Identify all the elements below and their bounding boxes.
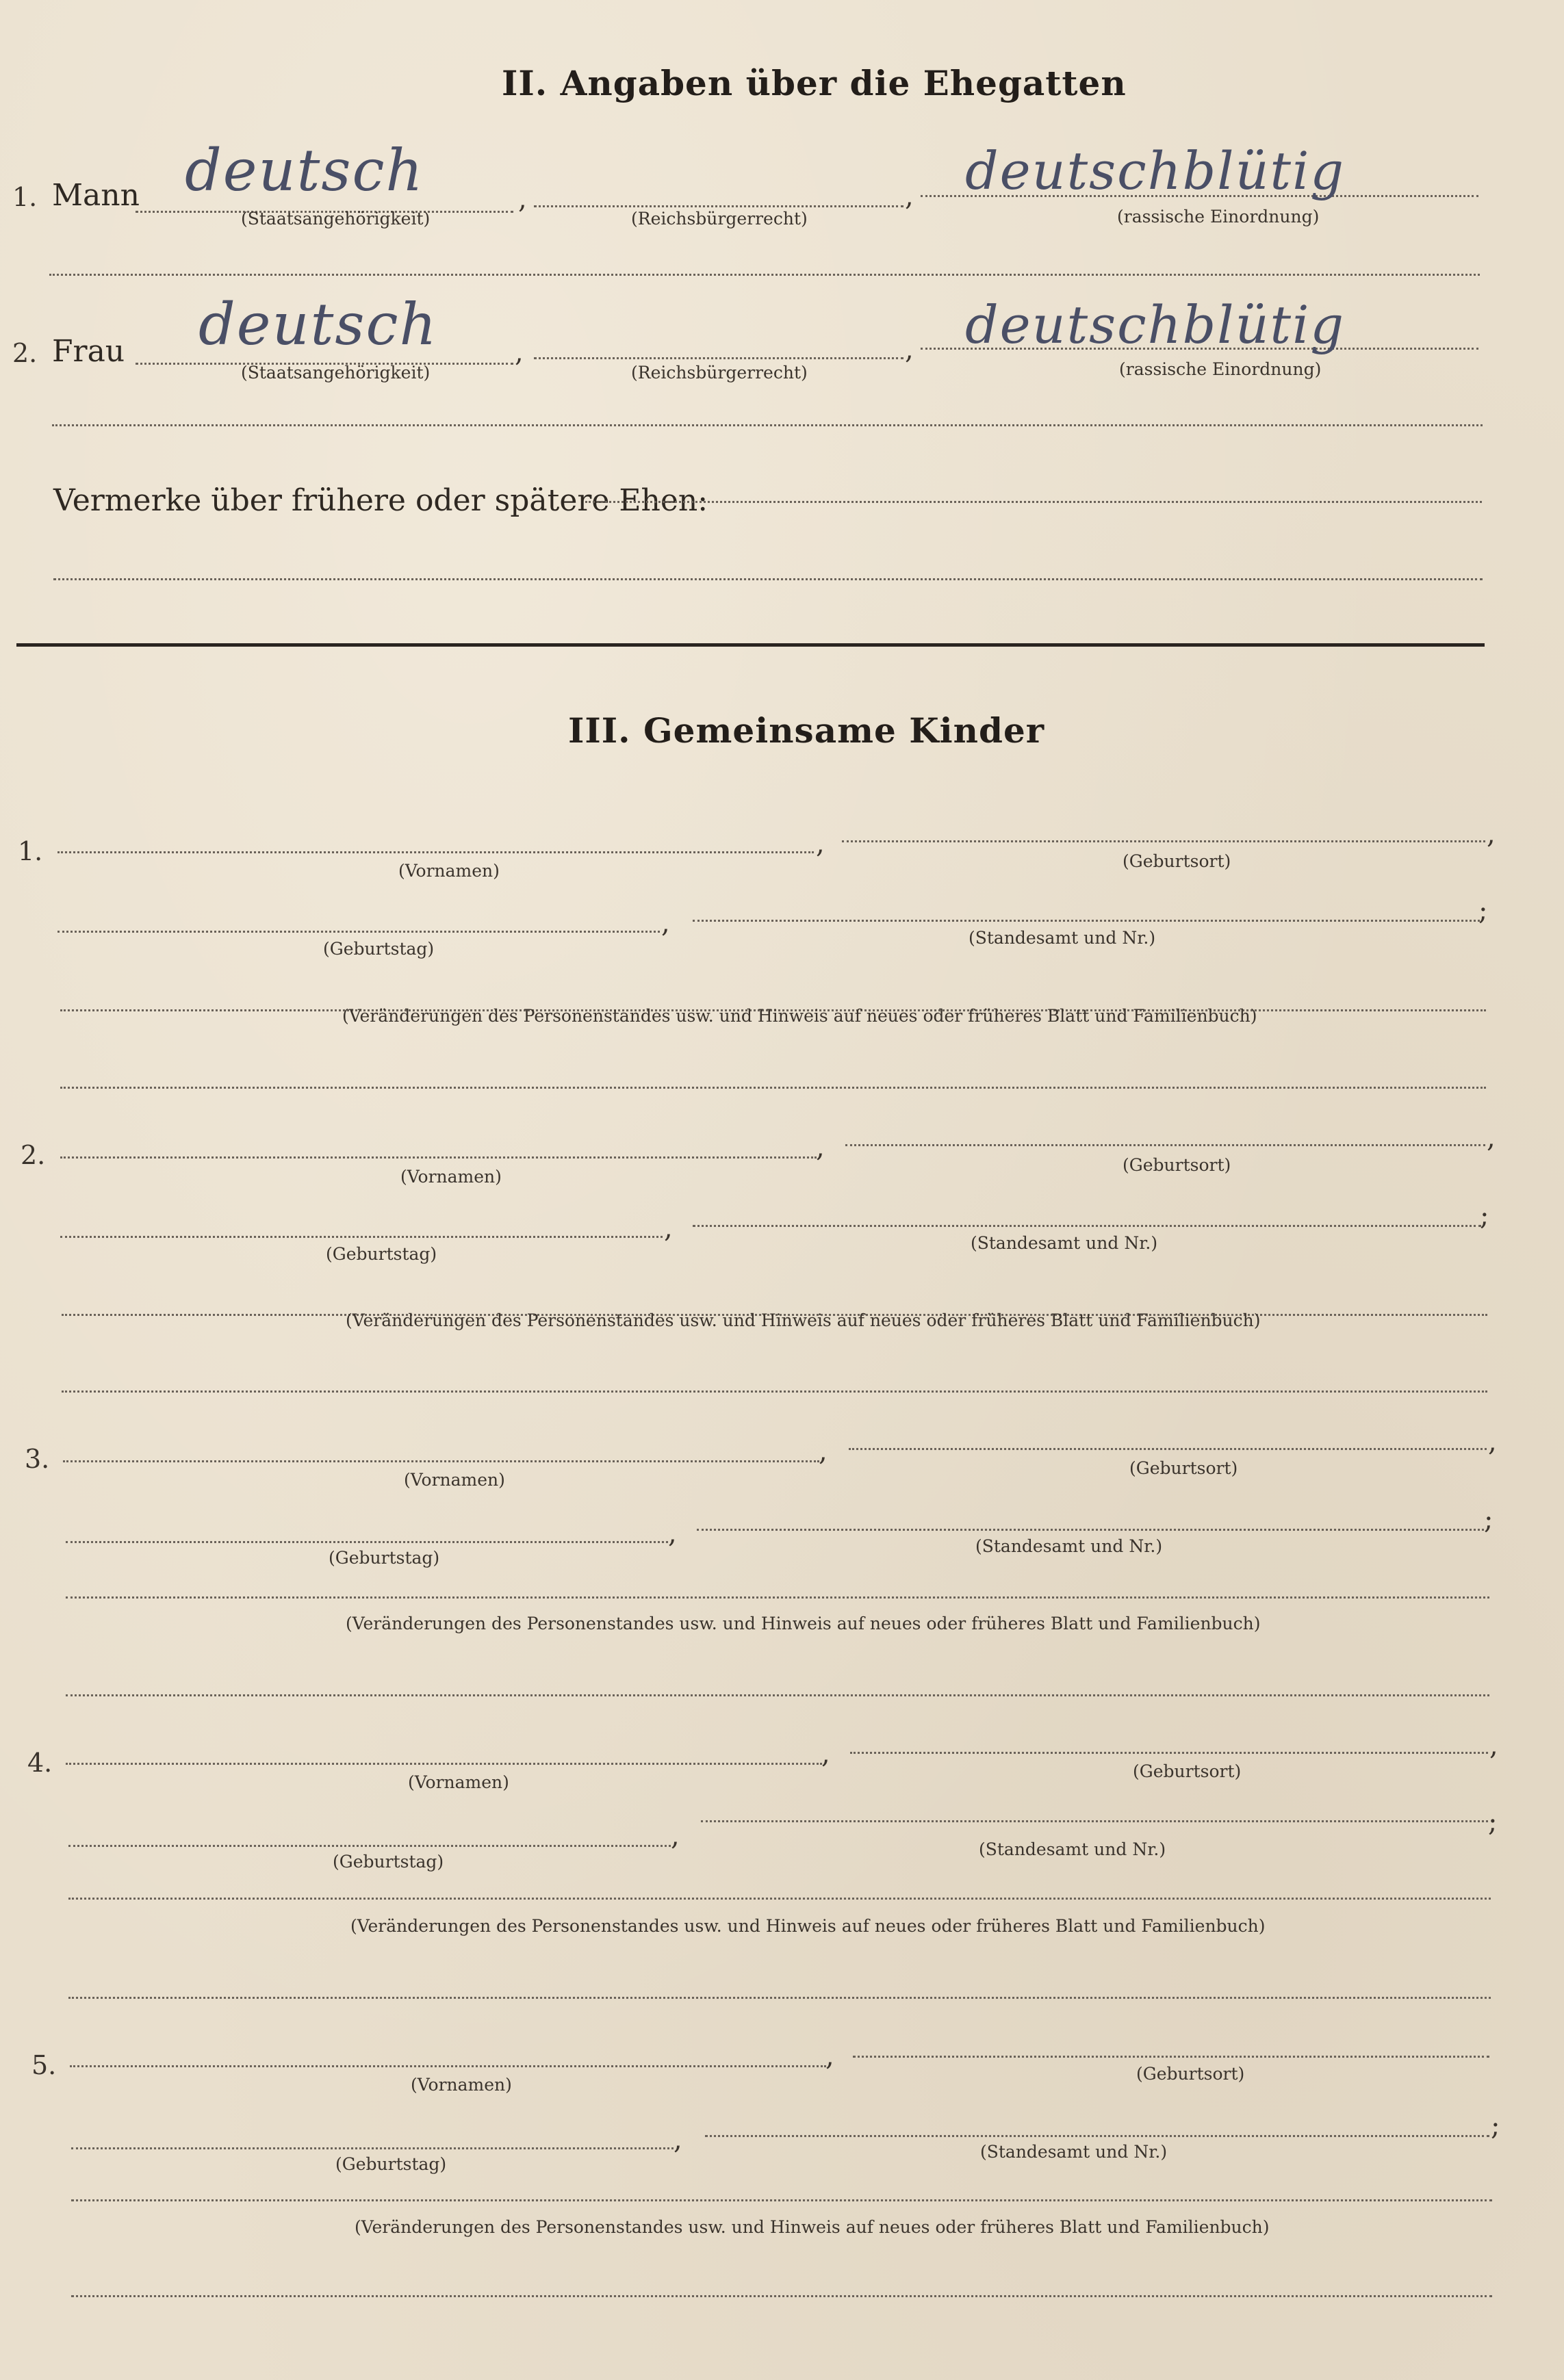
child-1-geburtsort-line[interactable] bbox=[842, 840, 1485, 842]
child-2-geburtsort-line[interactable] bbox=[845, 1144, 1485, 1146]
child-3-standesamt-line[interactable] bbox=[697, 1529, 1484, 1531]
mann-caption-race: (rassische Einordnung) bbox=[1117, 207, 1320, 227]
semicolon: ; bbox=[1478, 895, 1488, 927]
child-1-vornamen-line[interactable] bbox=[57, 851, 814, 853]
comma: , bbox=[668, 1518, 677, 1549]
child-1-standesamt-line[interactable] bbox=[693, 920, 1480, 922]
child-2-caption-geburtsort: (Geburtsort) bbox=[1123, 1155, 1231, 1175]
semicolon: ; bbox=[1488, 1807, 1498, 1838]
child-4-caption-vornamen: (Vornamen) bbox=[408, 1772, 509, 1792]
comma: , bbox=[816, 828, 825, 859]
comma: , bbox=[816, 1132, 825, 1163]
child-4-caption-standesamt: (Standesamt und Nr.) bbox=[979, 1839, 1166, 1859]
child-1-geburtstag-line[interactable] bbox=[57, 931, 660, 933]
child-3-caption-geburtstag: (Geburtstag) bbox=[329, 1548, 440, 1568]
section-3-title: III. Gemeinsame Kinder bbox=[568, 710, 1045, 751]
child-3-caption-standesamt: (Standesamt und Nr.) bbox=[975, 1536, 1163, 1556]
frau-caption-citizenship: (Reichsbürgerrecht) bbox=[631, 363, 808, 383]
child-1-caption-veraenderungen: (Veränderungen des Personenstandes usw. und Hinweis auf neues oder früheres Blatt und Familienbuch) bbox=[342, 1006, 1257, 1026]
child-4-caption-veraenderungen: (Veränderungen des Personenstandes usw. und Hinweis auf neues oder früheres Blatt und Familienbuch) bbox=[350, 1916, 1266, 1936]
mann-citizenship-line[interactable] bbox=[534, 205, 903, 207]
child-3-geburtstag-line[interactable] bbox=[66, 1541, 668, 1543]
child-2-vornamen-line[interactable] bbox=[60, 1156, 817, 1159]
child-2-caption-standesamt: (Standesamt und Nr.) bbox=[971, 1233, 1158, 1253]
child-3-veraenderungen-line[interactable] bbox=[66, 1596, 1489, 1599]
comma: , bbox=[664, 1213, 673, 1244]
comma: , bbox=[515, 337, 524, 368]
child-5-caption-veraenderungen: (Veränderungen des Personenstandes usw. und Hinweis auf neues oder früheres Blatt und Familienbuch) bbox=[355, 2217, 1270, 2237]
comma: , bbox=[825, 2041, 834, 2072]
frau-label: Frau bbox=[52, 334, 125, 369]
child-3-caption-geburtsort: (Geburtsort) bbox=[1129, 1458, 1238, 1478]
comma: , bbox=[821, 1738, 830, 1770]
mann-number: 1. bbox=[12, 182, 38, 212]
child-4-geburtsort-line[interactable] bbox=[850, 1752, 1488, 1754]
child-5-caption-geburtsort: (Geburtsort) bbox=[1136, 2064, 1245, 2084]
child-5-extra-line[interactable] bbox=[71, 2295, 1492, 2297]
frau-number: 2. bbox=[12, 338, 38, 368]
child-4-extra-line[interactable] bbox=[68, 1997, 1491, 1999]
frau-caption-nationality: (Staatsangehörigkeit) bbox=[241, 363, 431, 383]
comma: , bbox=[1488, 1426, 1497, 1458]
child-3-geburtsort-line[interactable] bbox=[849, 1448, 1487, 1450]
comma: , bbox=[1487, 1122, 1496, 1154]
child-5-veraenderungen-line[interactable] bbox=[71, 2199, 1492, 2201]
mann-race-handwriting: deutschblütig bbox=[965, 140, 1346, 201]
semicolon: ; bbox=[1480, 1200, 1489, 1232]
semicolon: ; bbox=[1491, 2110, 1500, 2142]
child-3-number: 3. bbox=[25, 1444, 50, 1474]
semicolon: ; bbox=[1484, 1504, 1494, 1536]
child-1-caption-geburtsort: (Geburtsort) bbox=[1123, 851, 1231, 871]
comma: , bbox=[674, 2124, 682, 2156]
child-4-number: 4. bbox=[27, 1748, 53, 1778]
child-4-caption-geburtstag: (Geburtstag) bbox=[333, 1852, 444, 1872]
frau-race-handwriting: deutschblütig bbox=[965, 294, 1346, 355]
child-1-extra-line[interactable] bbox=[60, 1087, 1486, 1089]
child-4-veraenderungen-line[interactable] bbox=[68, 1898, 1491, 1900]
child-2-caption-vornamen: (Vornamen) bbox=[400, 1167, 502, 1187]
child-5-geburtsort-line[interactable] bbox=[853, 2056, 1489, 2058]
child-2-standesamt-line[interactable] bbox=[693, 1225, 1481, 1227]
child-4-vornamen-line[interactable] bbox=[66, 1763, 822, 1765]
child-5-geburtstag-line[interactable] bbox=[71, 2147, 674, 2149]
child-3-caption-veraenderungen: (Veränderungen des Personenstandes usw. und Hinweis auf neues oder früheres Blatt und Familienbuch) bbox=[346, 1614, 1261, 1633]
child-5-vornamen-line[interactable] bbox=[70, 2065, 826, 2067]
child-4-standesamt-line[interactable] bbox=[701, 1820, 1488, 1822]
mann-caption-nationality: (Staatsangehörigkeit) bbox=[241, 209, 431, 229]
remarks-line-1[interactable] bbox=[585, 501, 1482, 503]
child-2-extra-line[interactable] bbox=[62, 1391, 1487, 1393]
remarks-label: Vermerke über frühere oder spätere Ehen: bbox=[53, 483, 708, 518]
section-2-title: II. Angaben über die Ehegatten bbox=[502, 63, 1127, 103]
comma: , bbox=[671, 1820, 680, 1852]
child-5-standesamt-line[interactable] bbox=[705, 2135, 1489, 2137]
mann-caption-citizenship: (Reichsbürgerrecht) bbox=[631, 209, 808, 229]
comma: , bbox=[1487, 818, 1496, 850]
child-2-number: 2. bbox=[21, 1140, 46, 1170]
child-1-caption-standesamt: (Standesamt und Nr.) bbox=[969, 928, 1156, 948]
comma: , bbox=[905, 334, 914, 365]
child-5-caption-geburtstag: (Geburtstag) bbox=[335, 2154, 447, 2174]
frau-extra-line[interactable] bbox=[52, 424, 1483, 426]
child-5-caption-standesamt: (Standesamt und Nr.) bbox=[980, 2142, 1168, 2162]
mann-extra-line[interactable] bbox=[49, 274, 1480, 276]
child-2-caption-geburtstag: (Geburtstag) bbox=[326, 1244, 437, 1264]
child-1-caption-geburtstag: (Geburtstag) bbox=[323, 939, 435, 959]
child-4-caption-geburtsort: (Geburtsort) bbox=[1133, 1761, 1242, 1781]
child-1-caption-vornamen: (Vornamen) bbox=[398, 861, 500, 881]
comma: , bbox=[1489, 1730, 1498, 1761]
child-3-vornamen-line[interactable] bbox=[63, 1460, 819, 1462]
child-4-geburtstag-line[interactable] bbox=[68, 1845, 671, 1847]
comma: , bbox=[905, 181, 914, 212]
frau-caption-race: (rassische Einordnung) bbox=[1119, 359, 1322, 379]
mann-nationality-handwriting: deutsch bbox=[185, 137, 424, 204]
child-5-number: 5. bbox=[31, 2050, 57, 2080]
comma: , bbox=[819, 1436, 828, 1467]
mann-label: Mann bbox=[52, 178, 140, 213]
child-5-caption-vornamen: (Vornamen) bbox=[411, 2075, 512, 2095]
remarks-line-2[interactable] bbox=[53, 578, 1483, 580]
child-3-extra-line[interactable] bbox=[66, 1694, 1489, 1696]
child-3-caption-vornamen: (Vornamen) bbox=[404, 1470, 505, 1490]
section-divider bbox=[16, 643, 1485, 647]
frau-citizenship-line[interactable] bbox=[534, 357, 903, 359]
child-1-number: 1. bbox=[18, 836, 43, 866]
comma: , bbox=[518, 183, 527, 215]
frau-nationality-handwriting: deutsch bbox=[198, 291, 438, 358]
child-2-geburtstag-line[interactable] bbox=[60, 1236, 663, 1238]
comma: , bbox=[661, 907, 670, 939]
child-2-caption-veraenderungen: (Veränderungen des Personenstandes usw. und Hinweis auf neues oder früheres Blatt und Familienbuch) bbox=[346, 1310, 1261, 1330]
